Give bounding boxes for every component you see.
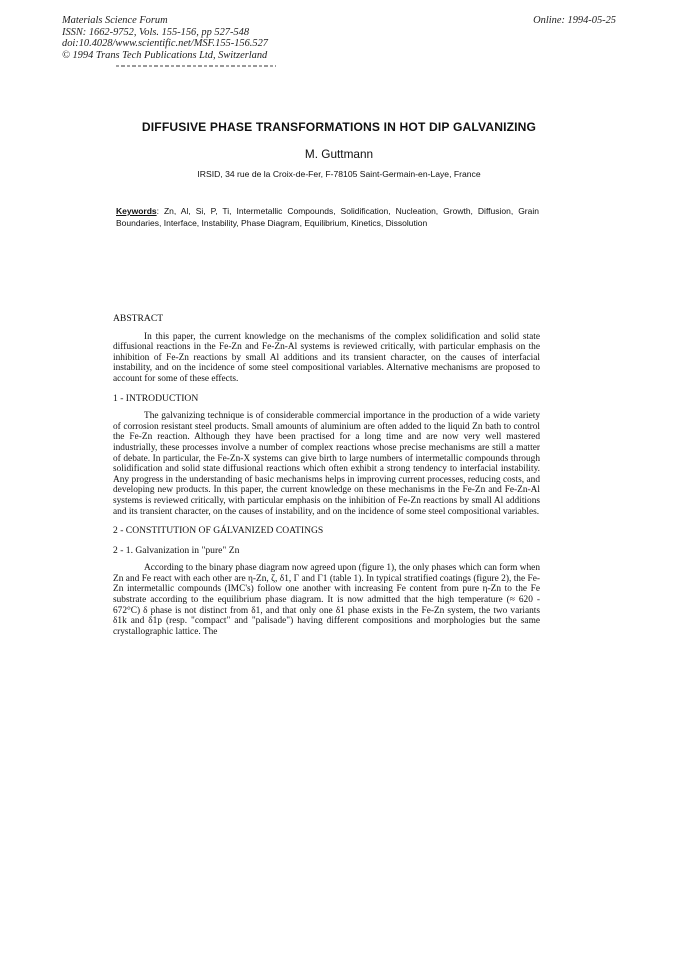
section-2-1-paragraph: According to the binary phase diagram now agreed upon (figure 1), the only phases which can form when Zn and Fe react with each other are η-Zn, ζ, δ1, Γ and Γ1 (table 1). In typical stratified coatings (figure 2), the Fe-Zn intermetallic compounds (IMC's) follow one another with increasing Fe content from pure η-Zn to the Fe substrate according to the equilibrium phase diagram. It is now admitted that the high temperature (≈ 620 - 672°C) δ phase is not distinct from δ1, and that only one δ1 phase exists in the Fe-Zn system, the two variants δ1k and δ1p (resp. "compact" and "palisade") having different compositions and morphologies but the same crystallographic lattice. The xyxy=(113,563,540,637)
journal-name: Materials Science Forum xyxy=(62,15,168,26)
abstract-heading: ABSTRACT xyxy=(113,313,164,324)
citation-block xyxy=(62,15,268,61)
author-name: M. Guttmann xyxy=(304,147,374,161)
keywords-list: : Zn, Al, Si, P, Ti, Intermetallic Compounds, Solidification, Nucleation, Growth, Diffusion, Grain Boundaries, Interface, Instability, Phase Diagram, Equilibrium, Kinetics, Dissolution xyxy=(116,206,539,228)
issn-line: ISSN: 1662-9752, Vols. 155-156, pp 527-548 xyxy=(62,26,250,38)
abstract-paragraph: In this paper, the current knowledge on the mechanisms of the complex solidification and solid state diffusional reactions in the Fe-Zn and Fe-Zn-Al systems is reviewed critically, with particular emphasis on the inhibition of Fe-Zn reactions by small Al additions and its transient character, on the causes of interfacial instability, and on the incidence of some steel compositional variables. Alternative mechanisms are proposed to account for some of these effects. xyxy=(113,331,540,384)
copyright-line: © 1994 Trans Tech Publications Ltd, Switzerland xyxy=(62,49,268,61)
introduction-heading: 1 - INTRODUCTION xyxy=(113,392,199,404)
introduction-paragraph: The galvanizing technique is of considerable commercial importance in the production of a wide variety of corrosion resistant steel products. Small amounts of aluminium are often added to the liquid Zn bath to control the Fe-Zn reaction. Although they have been practised for a long time and are now very well mastered industrially, these processes involve a number of complex reactions whose precise mechanisms are still a matter of debate. In particular, the Fe-Zn-X systems can give birth to large numbers of intermetallic compounds through solidification and solid state diffusional reactions which often exhibit a strong tendency to interfacial instability. Any progress in the understanding of basic mechanisms helps in improving current processes, reducing costs, and developing new products. In this paper, the current knowledge on these mechanisms in the Fe-Zn and Fe-Zn-Al systems is reviewed critically, with particular emphasis on the inhibition of Fe-Zn reactions by small Al additions and its transient character, on the causes of instability, and on the incidence of some steel compositional variables. xyxy=(113,411,540,517)
section-2-1-heading: 2 - 1. Galvanization in "pure" Zn xyxy=(113,544,240,556)
doi-line: doi:10.4028/www.scientific.net/MSF.155-156.527 xyxy=(62,38,268,50)
section-2-heading: 2 - CONSTITUTION OF GÁLVANIZED COATINGS xyxy=(113,525,324,537)
keywords-block xyxy=(116,206,539,229)
online-date: Online: 1994-05-25 xyxy=(533,15,616,26)
paper-title: DIFFUSIVE PHASE TRANSFORMATIONS IN HOT DIP GALVANIZING xyxy=(141,120,537,134)
body-text xyxy=(113,314,540,637)
faded-scan-artifact xyxy=(116,61,276,70)
author-affiliation: IRSID, 34 rue de la Croix-de-Fer, F-78105 Saint-Germain-en-Laye, France xyxy=(197,169,481,179)
keywords-label: Keywords xyxy=(116,206,157,216)
